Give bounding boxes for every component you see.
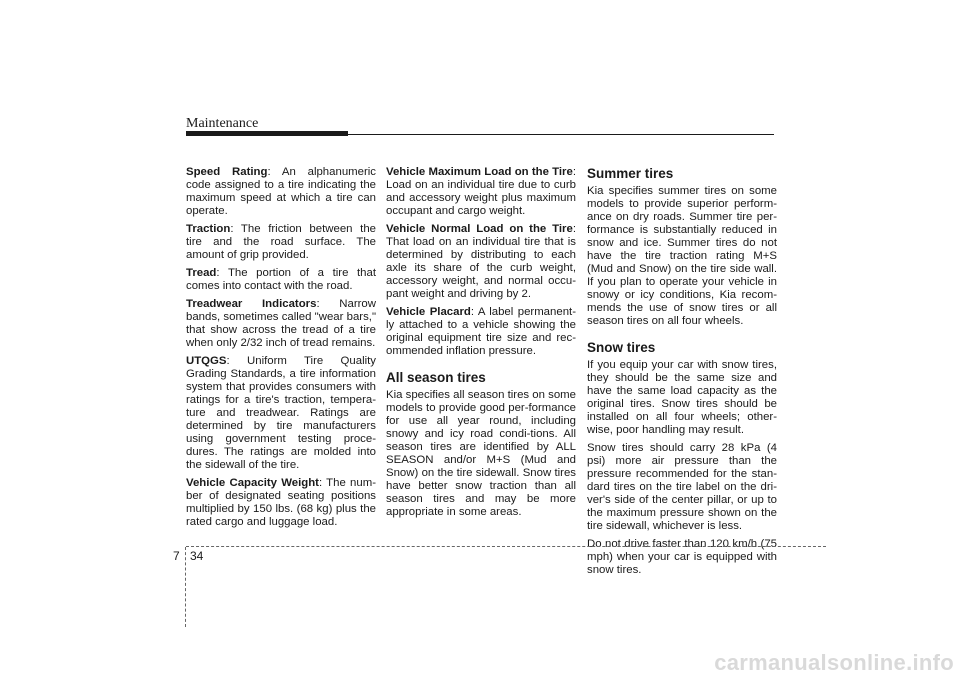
term: UTQGS [186, 355, 227, 367]
definition-text: : Uniform Tire Quality Grading Standards, a tire information system that provides consumers with ratings for a tire's traction, tempera-ture and treadwear. Ratings are determined by tire manufacturers using government testing proce-dures. The ratings are molded into the sidewall of the tire. [186, 355, 376, 471]
definition-text: : The num-ber of designated seating positions multiplied by 150 lbs. (68 kg) plus the rated cargo and luggage load. [186, 477, 377, 528]
all-season-tires-heading: All season tires [386, 370, 486, 385]
definition-vehicle-maximum-load [386, 166, 576, 218]
definition-text: : That load on an individual tire that is determined by distributing to each axle its share of the curb weight, accessory weight, and normal occu-pant weight and driving by 2. [386, 223, 576, 300]
definition-vehicle-placard [386, 306, 576, 358]
snow-tires-paragraph: Do not drive faster than 120 km/h (75 mph) when your car is equipped with snow tires. [587, 538, 777, 576]
footer-vertical-divider [185, 547, 186, 627]
snow-tires-paragraph: If you equip your car with snow tires, they should be the same size and have the same load capacity as the original tires. Snow tires should be installed on all four wheels; other-wise, poor handling may result. [587, 359, 777, 436]
page-number: 34 [190, 549, 204, 563]
definition-tread [186, 267, 376, 293]
term: Vehicle Maximum Load on the Tire [386, 166, 573, 178]
snow-tires-heading: Snow tires [587, 340, 656, 355]
chapter-number: 7 [173, 549, 180, 563]
definition-text: : Load on an individual tire due to curb and accessory weight plus maximum occupant and cargo weight. [386, 166, 576, 217]
definition-vehicle-normal-load [386, 223, 576, 301]
definition-text: : The portion of a tire that comes into contact with the road. [186, 267, 376, 292]
term: Traction [186, 223, 231, 235]
definition-vehicle-capacity-weight [186, 477, 376, 529]
term: Tread [186, 267, 217, 279]
header-rule [348, 134, 774, 135]
column-2 [386, 166, 576, 524]
definition-speed-rating [186, 166, 376, 218]
term: Vehicle Placard [386, 306, 471, 318]
definition-text: : A label permanent-ly attached to a vehicle showing the original equipment tire size and rec-ommended inflation pressure. [386, 306, 576, 357]
all-season-tires-body: Kia specifies all season tires on some models to provide good per-formance for use all year round, including snowy and icy road condi-tions. All season tires are identified by ALL SEASON and/or M+S (Mud and Snow) on the tire sidewall. Snow tires have better snow traction than all season tires and may be more appropriate in some areas. [386, 389, 576, 518]
column-3 [587, 166, 777, 582]
definition-text: : The friction between the tire and the road surface. The amount of grip provided. [186, 223, 376, 261]
term: Treadwear Indicators [186, 298, 317, 310]
snow-tires-paragraph: Snow tires should carry 28 kPa (4 psi) more air pressure than the pressure recommended for the stan-dard tires on the tire label on the dri-ver's side of the center pillar, or up to the maximum pressure shown on the tire sidewall, whichever is less. [587, 442, 777, 532]
summer-tires-heading: Summer tires [587, 166, 674, 181]
section-title: Maintenance [186, 116, 259, 131]
column-1 [186, 166, 376, 534]
summer-tires-body: Kia specifies summer tires on some models to provide superior perform-ance on dry roads. Summer tire per-formance is substantially reduced in snow and ice. Summer tires do not have the tire traction rating M+S (Mud and Snow) on the tire side wall. If you plan to operate your vehicle in snowy or icy conditions, Kia recom-mends the use of snow tires or all season tires on all four wheels. [587, 185, 777, 327]
definition-text: : An alphanumeric code assigned to a tire indicating the maximum speed at which a tire can operate. [186, 166, 376, 217]
footer-divider [186, 546, 826, 547]
definition-traction [186, 223, 376, 262]
header-bar [186, 131, 348, 136]
definition-treadwear-indicators [186, 298, 376, 350]
term: Speed Rating [186, 166, 268, 178]
term: Vehicle Normal Load on the Tire [386, 223, 573, 235]
definition-utqgs [186, 355, 376, 472]
watermark: carmanualsonline.info [714, 650, 954, 675]
definition-text: : Narrow bands, sometimes called "wear bars," that show across the tread of a tire when only 2/32 inch of tread remains. [186, 298, 376, 349]
term: Vehicle Capacity Weight [186, 477, 319, 489]
